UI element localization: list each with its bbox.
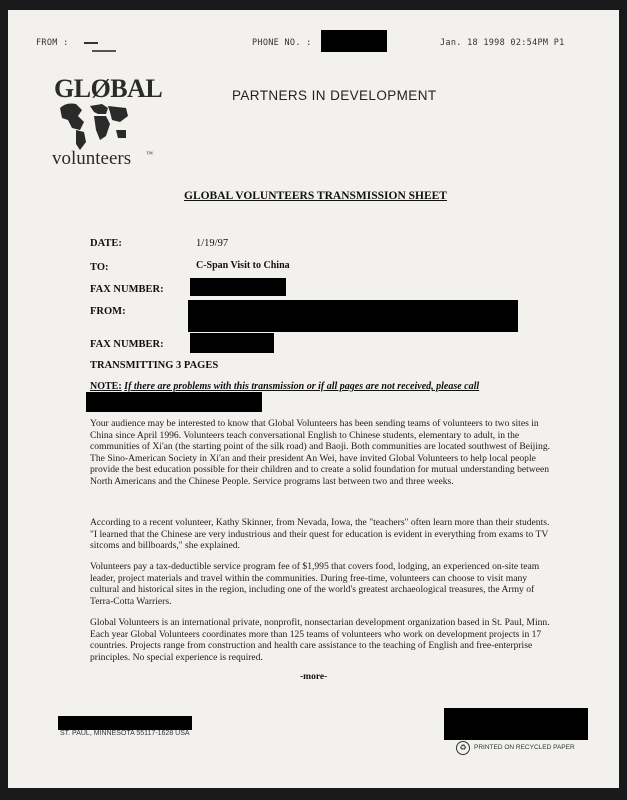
more-indicator: -more-: [300, 672, 328, 682]
paragraph-1: Your audience may be interested to know that Global Volunteers has been sending teams of volunteers to two sites in China since April 1996. Volunteers teach conversational English to Chinese students, elementary to adult, in the communities of Xi'an (the starting point of the silk road) and Baoji. Both communities are located southwest of Beijing. The Sino-American Society in Xi'an and their president An Wei, have invited Global Volunteers to help local people provide the best education possible for their children and to create a solid foundation for mutual understanding between North Americans and the Chinese People. Service programs last between two and three weeks.: [90, 418, 551, 487]
fax-from-mark-2: [92, 50, 116, 52]
footer-address: ST. PAUL, MINNESOTA 55117-1628 USA: [60, 730, 190, 737]
logo-tm: ™: [146, 150, 153, 158]
fax-number-label: FAX NUMBER:: [90, 284, 164, 295]
fax-from-mark: [84, 42, 98, 44]
paragraph-2: According to a recent volunteer, Kathy Skinner, from Nevada, Iowa, the "teachers" often learn more than their students. "I learned that the Chinese are very industrious and their quest for education is evident in everything from exams to TV sitcoms and billboards," she explained.: [90, 517, 550, 552]
redaction-from: [188, 300, 518, 332]
fax-number2-label: FAX NUMBER:: [90, 339, 164, 350]
redaction-footer-left: [58, 716, 192, 730]
redaction-call-number: [86, 392, 262, 412]
redaction-fax-number-2: [190, 333, 274, 353]
fax-sheet: [8, 10, 619, 788]
to-label: TO:: [90, 262, 109, 273]
to-value: C-Span Visit to China: [196, 260, 290, 271]
globe-map-icon: [56, 100, 130, 152]
paragraph-4: Global Volunteers is an international private, nonprofit, nonsectarian development organization based in St. Paul, Minn. Each year Global Volunteers coordinates more than 125 teams of volunteers who work on development projects in 17 countries. Projects range from construction and health care assistance to the teaching of English and free-enterprise principles. No special experience is required.: [90, 617, 550, 663]
recycle-icon: ♻: [456, 741, 470, 755]
from-label: FROM:: [90, 306, 126, 317]
sheet-title: GLOBAL VOLUNTEERS TRANSMISSION SHEET: [184, 190, 447, 202]
date-label: DATE:: [90, 238, 122, 249]
fax-timestamp: Jan. 18 1998 02:54PM P1: [440, 38, 565, 48]
redaction-phone: [321, 30, 387, 52]
note: [90, 381, 560, 392]
note-label: NOTE:: [90, 381, 122, 392]
redaction-footer-right: [444, 708, 588, 740]
transmitting-pages: TRANSMITTING 3 PAGES: [90, 360, 219, 371]
tagline: PARTNERS IN DEVELOPMENT: [232, 88, 437, 103]
logo-bottom-word: volunteers: [52, 148, 132, 169]
fax-phone-label: PHONE NO. :: [252, 38, 312, 48]
fax-from-label: FROM :: [36, 38, 69, 48]
logo-top-word: GLØBAL: [54, 74, 163, 103]
paragraph-3: Volunteers pay a tax-deductible service program fee of $1,995 that covers food, lodging, an experienced on-site team leader, project materials and travel within the communities. During free-time, volunteers can choose to visit many cultural and historical sites in the region, including one of the world's greatest archaeological treasures, the Army of Terra-Cotta Warriers.: [90, 561, 540, 607]
date-value: 1/19/97: [196, 238, 229, 249]
note-text: If there are problems with this transmission or if all pages are not received, please call: [124, 381, 480, 392]
footer-recycled: PRINTED ON RECYCLED PAPER: [474, 744, 575, 751]
redaction-fax-number: [190, 278, 286, 296]
